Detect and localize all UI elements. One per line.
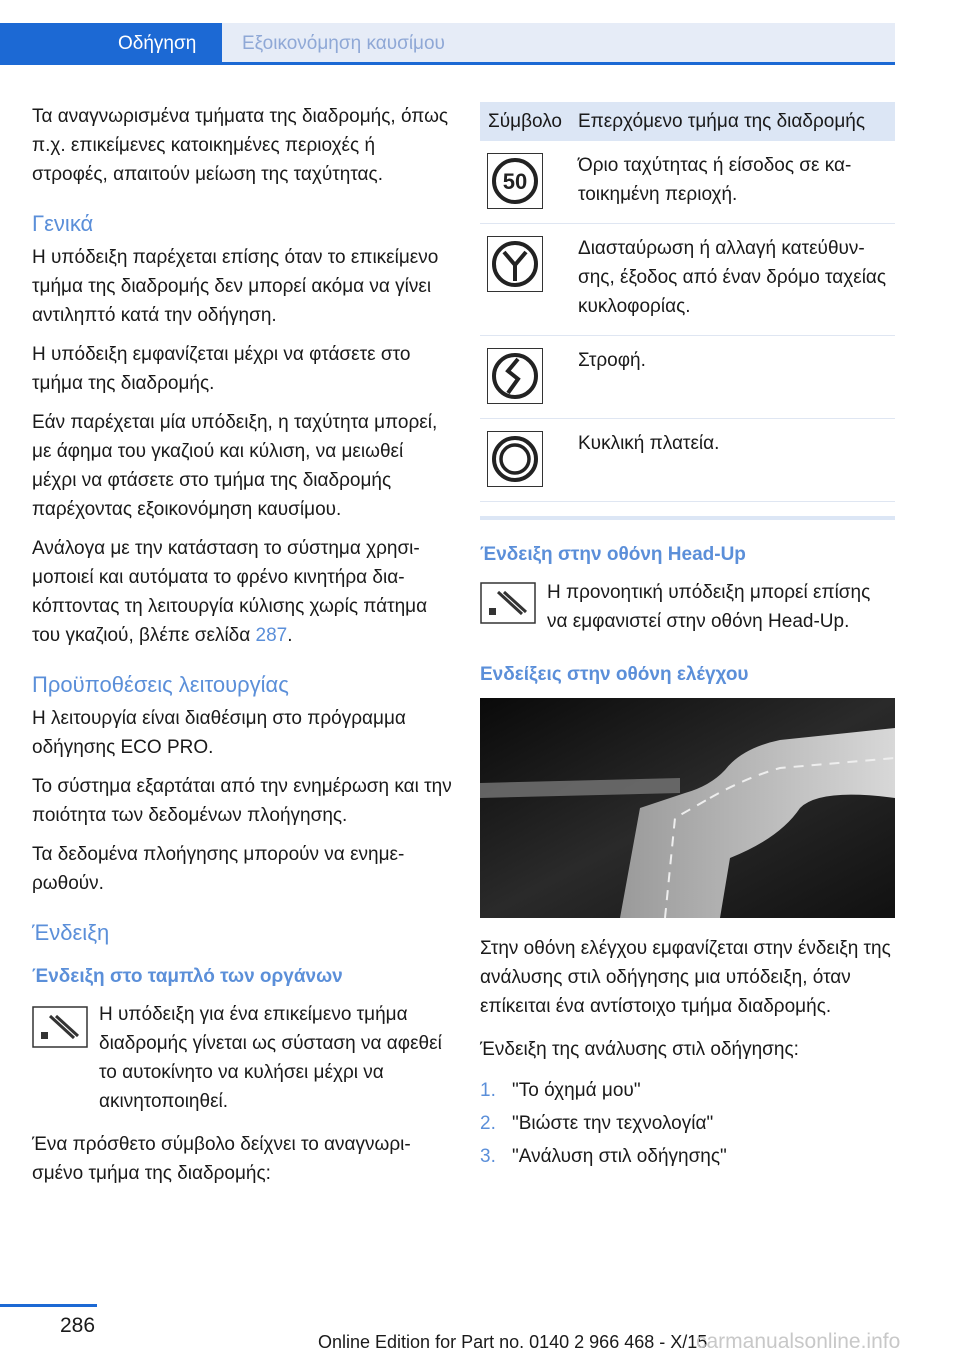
right-column	[480, 102, 895, 1173]
table-cell-text: Κυκλική πλατεία.	[578, 419, 895, 502]
general-paragraph-2: Η υπόδειξη εμφανίζεται μέχρι να φτάσετε στο τμήμα της διαδρομής.	[32, 344, 411, 394]
list-number: 3.	[480, 1146, 496, 1167]
hud-heading: Ένδειξη στην οθόνη Head-Up	[480, 544, 746, 565]
table-row	[480, 336, 895, 419]
table-header-symbol: Σύμβολο	[480, 102, 578, 141]
roundabout-icon	[487, 431, 543, 487]
watermark: carmanualsonline.info	[696, 1330, 901, 1353]
svg-text:50: 50	[502, 169, 528, 194]
general-heading: Γενικά	[32, 211, 94, 236]
table-cell-text: Στροφή.	[578, 336, 895, 419]
list-number: 2.	[480, 1113, 496, 1134]
page-number: 286	[60, 1314, 96, 1337]
cluster-heading: Ένδειξη στο ταμπλό των οργάνων	[32, 966, 343, 987]
list-item	[480, 1140, 895, 1173]
list-text: "Ανάλυση στιλ οδήγησης"	[512, 1146, 727, 1167]
list-item	[480, 1074, 895, 1107]
hud-block	[480, 578, 895, 636]
tab-fuel-saving-label: Εξοικονόμηση καυσίμου	[242, 33, 445, 54]
edition-note: Online Edition for Part no. 0140 2 966 468 - X/15	[318, 1332, 708, 1352]
general-paragraph-3: Εάν παρέχεται μία υπόδειξη, η ταχύτητα μπορεί, με άφημα του γκαζιού και κύλιση, να μειωθεί μέχρι να φτάσετε στο τμήμα της διαδρομής παρέχοντας εξοικονόμηση καυσίμου.	[32, 412, 438, 520]
prereq-paragraph-2: Το σύστημα εξαρτάται από την ενημέρωση και την ποιότητα των δεδομένων πλοήγησης.	[32, 776, 452, 826]
table-row	[480, 224, 895, 336]
list-item	[480, 1107, 895, 1140]
page-link[interactable]: 287	[255, 625, 288, 646]
table-header	[480, 102, 895, 141]
curve-icon	[487, 348, 543, 404]
cid-heading: Ενδείξεις στην οθόνη ελέγχου	[480, 664, 749, 685]
general-paragraph-4-text: Ανάλογα με την κατάσταση το σύστημα χρησιμοποιεί και αυτόματα το φρένο κινητήρα διακόπτοντας τη λειτουργία κύλισης χωρίς πάτημα του γκαζιού, βλέπε σελίδα	[32, 538, 428, 646]
header-bar	[0, 0, 895, 64]
table-row	[480, 419, 895, 502]
hud-paragraph: Η προνοητική υπόδειξη μπορεί επίσης να εμφανιστεί στην οθόνη Head-Up.	[547, 582, 871, 632]
table-header-segment: Επερχόμενο τμήμα της διαδρομής	[578, 102, 895, 141]
header-rule	[0, 62, 895, 65]
speed-limit-50-icon	[487, 153, 543, 209]
general-paragraph-1: Η υπόδειξη παρέχεται επίσης όταν το επικείμενο τμήμα της διαδρομής δεν μπορεί ακόμα να γίνει αντιληπτό κατά την οδήγηση.	[32, 247, 439, 326]
cid-paragraph: Στην οθόνη ελέγχου εμφανίζεται στην ένδειξη της ανάλυσης στιλ οδήγησης μια υπόδειξη, όταν επίκειται ένα αντίστοιχο τμήμα διαδρομής.	[480, 938, 891, 1017]
table-cell-text: Όριο ταχύτητας ή είσοδος σε κατοικημένη περιοχή.	[578, 141, 895, 224]
table-cell-text: Διασταύρωση ή αλλαγή κατεύθυνσης, έξοδος από έναν δρόμο ταχείας κυκλοφορίας.	[578, 224, 895, 336]
symbol-table	[480, 102, 895, 502]
footer-rule	[0, 1304, 97, 1307]
list-text: "Βιώστε την τεχνολογία"	[512, 1113, 714, 1134]
steps-list	[480, 1074, 895, 1173]
cluster-paragraph: Η υπόδειξη για ένα επικείμενο τμήμα διαδρομής γίνεται ως σύσταση να αφεθεί το αυτοκίνητο να κυλήσει μέχρι να ακινητοποιηθεί.	[99, 1004, 442, 1112]
list-number: 1.	[480, 1080, 496, 1101]
general-paragraph-4-end: .	[287, 625, 293, 646]
prereq-paragraph-1: Η λειτουργία είναι διαθέσιμη στο πρόγραμμα οδήγησης ECO PRO.	[32, 708, 406, 758]
display-heading: Ένδειξη	[32, 920, 110, 945]
intro-paragraph: Τα αναγνωρισμένα τμήματα της διαδρομής, όπως π.χ. επικείμενες κατοικημένες περιοχές ή στροφές, απαιτούν μείωση της ταχύτητας.	[32, 106, 449, 185]
tab-fuel-saving[interactable]	[222, 23, 895, 64]
extra-symbol-paragraph: Ένα πρόσθετο σύμβολο δείχνει το αναγνωρισμένο τμήμα της διαδρομής:	[32, 1134, 411, 1184]
coasting-foot-icon	[480, 582, 536, 624]
table-end-rule	[480, 516, 895, 520]
left-column	[32, 102, 452, 1198]
general-paragraph-4	[32, 534, 452, 650]
table-row	[480, 141, 895, 224]
list-text: "Το όχημά μου"	[512, 1080, 641, 1101]
cluster-block	[32, 1000, 452, 1116]
junction-icon	[487, 236, 543, 292]
prerequisites-heading: Προϋποθέσεις λειτουργίας	[32, 672, 289, 697]
prereq-paragraph-3: Τα δεδομένα πλοήγησης μπορούν να ενημερωθούν.	[32, 844, 405, 894]
tab-driving[interactable]	[0, 23, 222, 64]
list-intro: Ένδειξη της ανάλυσης στιλ οδήγησης:	[480, 1039, 799, 1060]
coasting-foot-icon	[32, 1006, 88, 1048]
control-display-photo	[480, 698, 895, 918]
tab-driving-label: Οδήγηση	[118, 33, 197, 54]
